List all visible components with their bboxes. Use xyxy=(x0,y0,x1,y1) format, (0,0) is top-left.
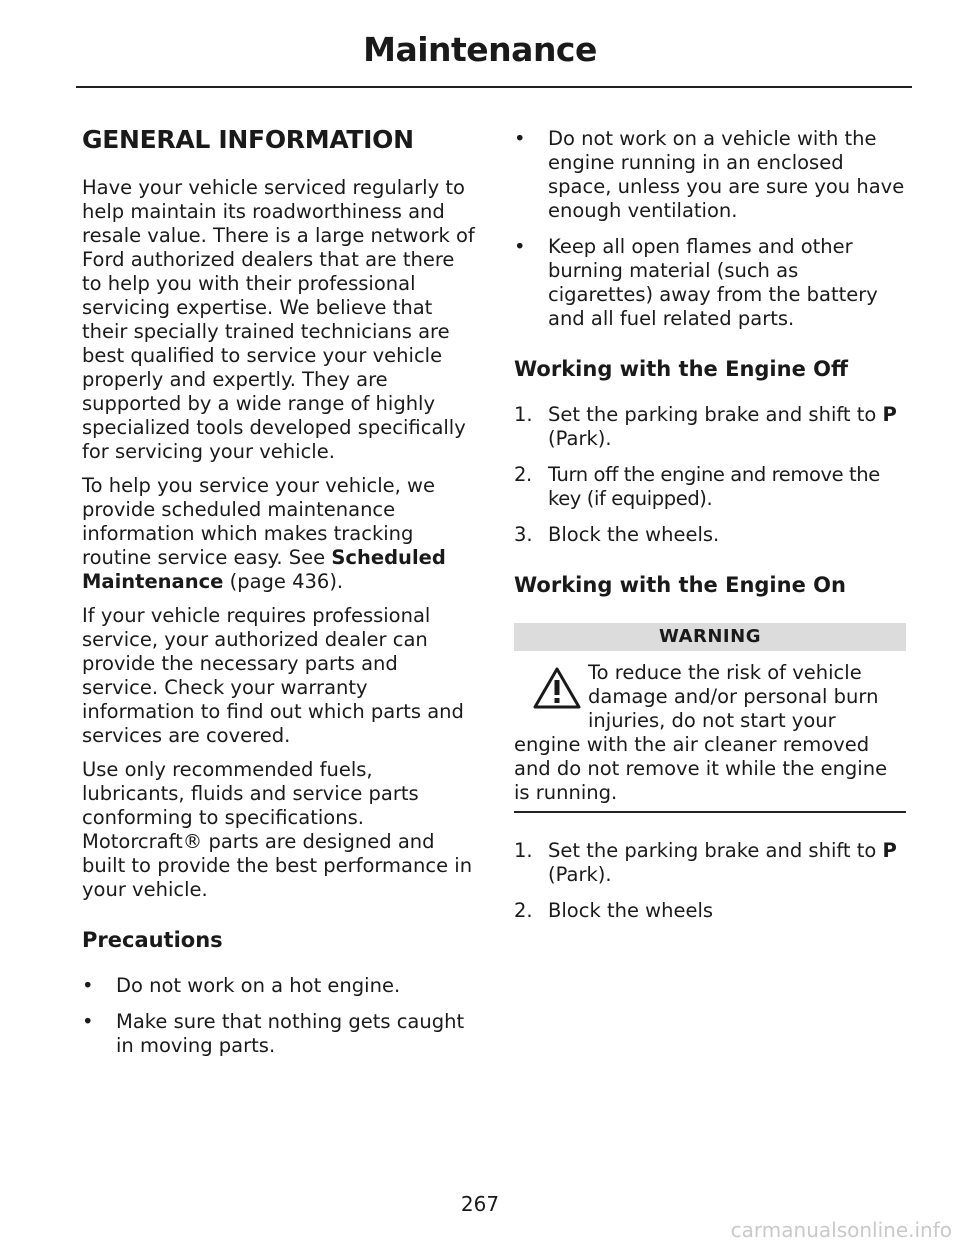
list-item-text: Do not work on a hot engine. xyxy=(116,974,401,997)
step-number: 1. xyxy=(514,839,533,862)
gear-label: P xyxy=(882,839,897,862)
engine-off-heading: Working with the Engine Off xyxy=(514,357,848,381)
warning-triangle-icon xyxy=(532,665,582,711)
right-column xyxy=(514,127,906,935)
bullet: • xyxy=(82,974,94,997)
step-number: 2. xyxy=(514,899,533,922)
step-text-end: (Park). xyxy=(548,863,612,886)
left-column xyxy=(82,120,478,1070)
engine-off-steps xyxy=(514,403,906,547)
step-number: 1. xyxy=(514,403,533,426)
watermark: carmanualsonline.info xyxy=(730,1218,952,1242)
list-item xyxy=(514,235,906,331)
step-number: 2. xyxy=(514,463,532,486)
step-text: Set the parking brake and shift to xyxy=(548,839,883,862)
step-item xyxy=(514,523,906,547)
list-item xyxy=(82,974,478,998)
header-divider xyxy=(76,86,912,88)
engine-on-steps xyxy=(514,839,906,923)
step-item xyxy=(514,899,906,923)
scheduled-maintenance-link[interactable]: Scheduled Maintenance xyxy=(82,546,446,593)
step-text: Block the wheels. xyxy=(548,523,720,546)
warning-box xyxy=(514,661,906,805)
page-reference: (page 436). xyxy=(223,570,344,593)
step-text: Turn off the engine and remove the key (if equipped). xyxy=(548,463,880,510)
gear-label: P xyxy=(882,403,897,426)
step-text-end: (Park). xyxy=(548,427,612,450)
precautions-list-continued xyxy=(514,127,906,331)
warning-divider xyxy=(514,811,906,813)
page-number: 267 xyxy=(460,1192,500,1216)
list-item-text: Do not work on a vehicle with the engine running in an enclosed space, unless you are sure you have enough ventilation. xyxy=(548,127,905,222)
page-title: Maintenance xyxy=(363,30,597,69)
bullet: • xyxy=(514,127,526,150)
step-item xyxy=(514,403,906,451)
list-item xyxy=(514,127,906,223)
list-item-text: Make sure that nothing gets caught in moving parts. xyxy=(116,1010,465,1057)
paragraph-intro: Have your vehicle serviced regularly to help maintain its roadworthiness and resale value. There is a large network of Ford authorized dealers that are there to help you with their professional servicing expertise. We believe that their specially trained technicians are best qualified to service your vehicle properly and expertly. They are supported by a wide range of highly specialized tools developed specifically for servicing your vehicle. xyxy=(82,176,475,463)
step-text: Set the parking brake and shift to xyxy=(548,403,883,426)
paragraph-scheduled xyxy=(82,474,478,594)
list-item xyxy=(82,1010,478,1058)
precautions-list xyxy=(82,974,478,1058)
precautions-heading: Precautions xyxy=(82,928,223,952)
paragraph-text: To help you service your vehicle, we provide scheduled maintenance information which makes tracking routine service easy. See xyxy=(82,474,435,569)
warning-title: WARNING xyxy=(514,623,906,651)
step-text: Block the wheels xyxy=(548,899,714,922)
paragraph-parts: Use only recommended fuels, lubricants, fluids and service parts conforming to specifications. Motorcraft® parts are designed and built to provide the best performance in your vehicle. xyxy=(82,758,473,901)
list-item-text: Keep all open flames and other burning material (such as cigarettes) away from the battery and all fuel related parts. xyxy=(548,235,878,330)
warning-text: To reduce the risk of vehicle damage and/or personal burn injuries, do not start your engine with the air cleaner removed and do not remove it while the engine is running. xyxy=(514,661,888,804)
section-heading: GENERAL INFORMATION xyxy=(82,125,414,154)
engine-on-heading: Working with the Engine On xyxy=(514,573,846,597)
bullet: • xyxy=(82,1010,94,1033)
step-item xyxy=(514,463,906,511)
paragraph-professional: If your vehicle requires professional service, your authorized dealer can provide the necessary parts and service. Check your warranty information to find out which parts and services are covered. xyxy=(82,604,464,747)
bullet: • xyxy=(514,235,526,258)
step-number: 3. xyxy=(514,523,533,546)
step-item xyxy=(514,839,906,887)
